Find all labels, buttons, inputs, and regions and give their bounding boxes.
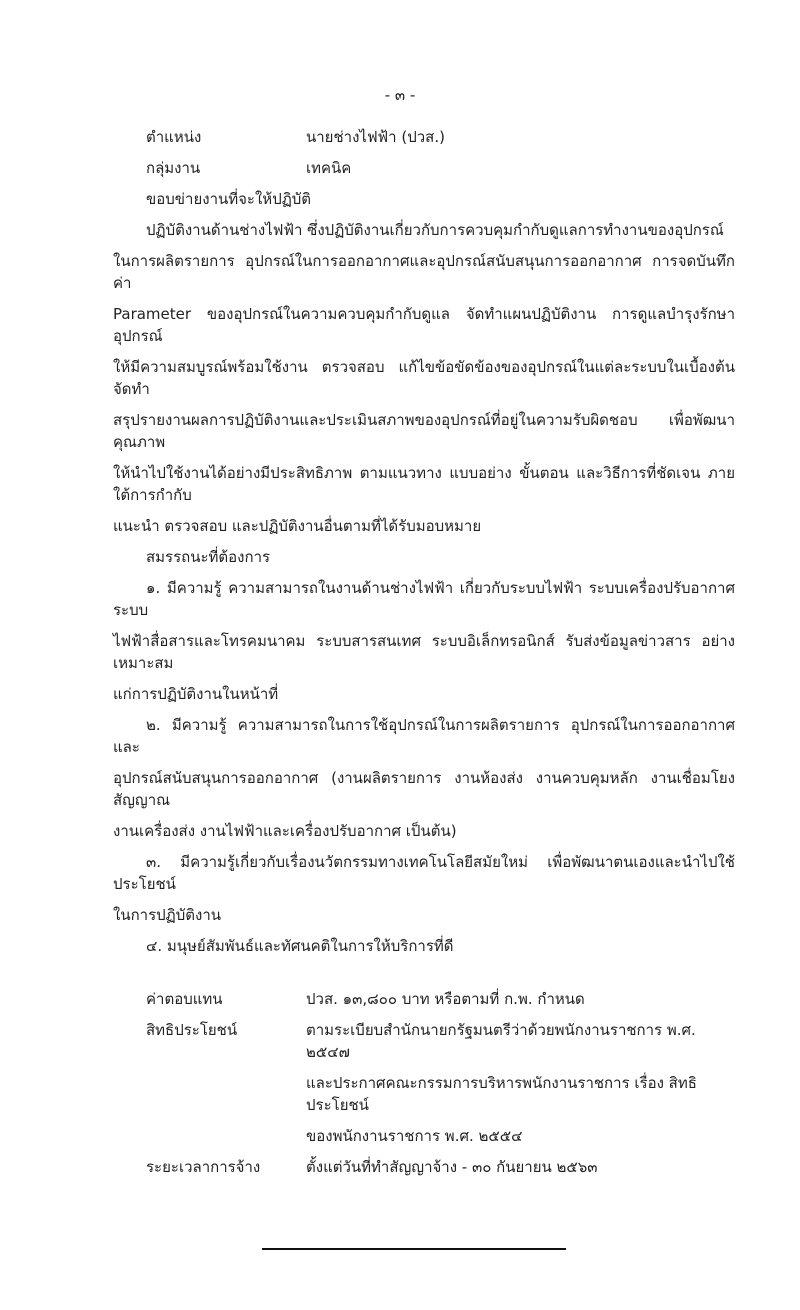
competency-item-1: ไฟฟ้าสื่อสารและโทรคมนาคม ระบบสารสนเทศ ระบบอิเล็กทรอนิกส์ รับส่งข้อมูลข่าวสาร อย่างเหมาะสม bbox=[113, 632, 735, 672]
competency-item-4: ๔. มนุษย์สัมพันธ์และทัศนคติในการให้บริการที่ดี bbox=[146, 937, 454, 955]
scope-line: ให้นำไปใช้งานได้อย่างมีประสิทธิภาพ ตามแนวทาง แบบอย่าง ขั้นตอน และวิธีการที่ชัดเจน ภายใต้การกำกับ bbox=[113, 464, 735, 504]
scope-line: สรุปรายงานผลการปฏิบัติงานและประเมินสภาพของอุปกรณ์ที่อยู่ในความรับผิดชอบ เพื่อพัฒนาคุณภาพ bbox=[113, 411, 735, 451]
competency-item-2: งานเครื่องส่ง งานไฟฟ้าและเครื่องปรับอากาศ เป็นต้น) bbox=[113, 822, 457, 840]
competency-heading: สมรรถนะที่ต้องการ bbox=[146, 548, 271, 566]
benefits-value bbox=[306, 1019, 735, 1147]
compensation-value: ปวส. ๑๓,๘๐๐ บาท หรือตามที่ ก.พ. กำหนด bbox=[306, 990, 585, 1008]
competency-item-3: ในการปฏิบัติงาน bbox=[113, 906, 221, 924]
scope-line: ในการผลิตรายการ อุปกรณ์ในการออกอากาศและอุปกรณ์สนับสนุนการออกอากาศ การจดบันทึกค่า bbox=[113, 252, 735, 292]
scope-line: Parameter ของอุปกรณ์ในความควบคุมกำกับดูแล จัดทำแผนปฏิบัติงาน การดูแลบำรุงรักษาอุปกรณ์ bbox=[113, 305, 735, 345]
competency-item-2: อุปกรณ์สนับสนุนการออกอากาศ (งานผลิตรายการ งานห้องส่ง งานควบคุมหลัก งานเชื่อมโยงสัญญาณ bbox=[113, 769, 735, 809]
competency-item-1: แก่การปฏิบัติงานในหน้าที่ bbox=[113, 685, 279, 703]
position-row bbox=[146, 126, 735, 148]
scope-line: ให้มีความสมบูรณ์พร้อมใช้งาน ตรวจสอบ แก้ไขข้อขัดข้องของอุปกรณ์ในแต่ละระบบในเบื้องต้น จัดทำ bbox=[113, 358, 735, 398]
duration-row bbox=[146, 1156, 735, 1178]
competency-item-2: ๒. มีความรู้ ความสามารถในการใช้อุปกรณ์ในการผลิตรายการ อุปกรณ์ในการออกอากาศและ bbox=[113, 716, 735, 756]
group-label: กลุ่มงาน bbox=[146, 159, 201, 177]
competency-item-1: ๑. มีความรู้ ความสามารถในงานด้านช่างไฟฟ้า เกี่ยวกับระบบไฟฟ้า ระบบเครื่องปรับอากาศ ระบบ bbox=[113, 579, 735, 619]
benefits-line: ตามระเบียบสำนักนายกรัฐมนตรีว่าด้วยพนักงานราชการ พ.ศ. ๒๕๔๗ bbox=[306, 1021, 696, 1061]
scope-line: ปฏิบัติงานด้านช่างไฟฟ้า ซึ่งปฏิบัติงานเกี่ยวกับการควบคุมกำกับดูแลการทำงานของอุปกรณ์ bbox=[146, 221, 724, 239]
compensation-row bbox=[146, 988, 735, 1010]
duration-value: ตั้งแต่วันที่ทำสัญญาจ้าง - ๓๐ กันยายน ๒๕๖๓ bbox=[306, 1158, 598, 1176]
benefits-row bbox=[146, 1019, 735, 1147]
group-value: เทคนิค bbox=[306, 159, 352, 177]
end-divider bbox=[262, 1248, 566, 1250]
scope-heading: ขอบข่ายงานที่จะให้ปฏิบัติ bbox=[146, 190, 312, 208]
position-value: นายช่างไฟฟ้า (ปวส.) bbox=[306, 128, 445, 146]
page-number: - ๓ - bbox=[384, 86, 416, 104]
competency-item-3: ๓. มีความรู้เกี่ยวกับเรื่องนวัตกรรมทางเทคโนโลยีสมัยใหม่ เพื่อพัฒนาตนเองและนำไปใช้ประโยชน์ bbox=[113, 853, 735, 893]
position-label: ตำแหน่ง bbox=[146, 128, 202, 146]
benefits-line: และประกาศคณะกรรมการบริหารพนักงานราชการ เรื่อง สิทธิประโยชน์ bbox=[306, 1074, 697, 1114]
scope-line: แนะนำ ตรวจสอบ และปฏิบัติงานอื่นตามที่ได้รับมอบหมาย bbox=[113, 517, 482, 535]
compensation-label: ค่าตอบแทน bbox=[146, 990, 223, 1008]
benefits-line: ของพนักงานราชการ พ.ศ. ๒๕๕๔ bbox=[306, 1127, 523, 1145]
duration-label: ระยะเวลาการจ้าง bbox=[146, 1158, 261, 1176]
group-row bbox=[146, 157, 735, 179]
benefits-label: สิทธิประโยชน์ bbox=[146, 1021, 238, 1039]
